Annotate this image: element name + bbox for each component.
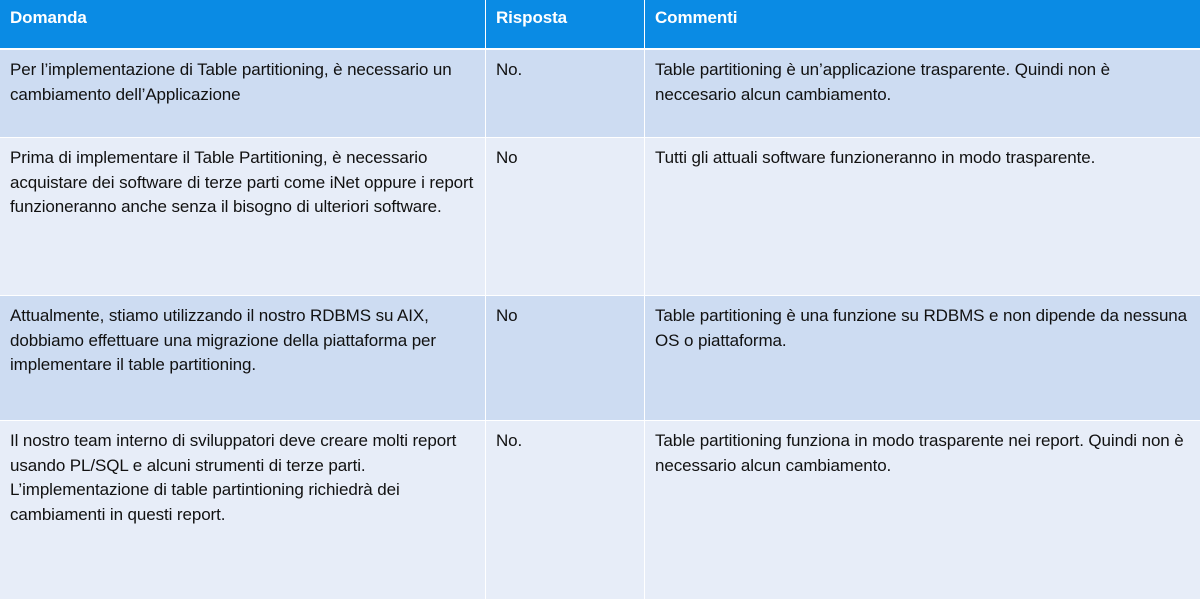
- row-2-question: Prima di implementare il Table Partitioning, è necessario acquistare dei software di terze parti come iNet oppure i report funzioneranno anche senza il bisogno di ulteriori software.: [0, 138, 486, 296]
- row-3-answer: No: [486, 296, 645, 421]
- row-2-answer: No: [486, 138, 645, 296]
- row-2-comment: Tutti gli attuali software funzioneranno in modo trasparente.: [645, 138, 1200, 296]
- row-1-comment: Table partitioning è un’applicazione trasparente. Quindi non è neccesario alcun cambiamento.: [645, 50, 1200, 138]
- row-4-question: Il nostro team interno di sviluppatori deve creare molti report usando PL/SQL e alcuni strumenti di terze parti. L’implementazione di table partintioning richiedrà dei cambiamenti in questi report.: [0, 421, 486, 600]
- header-comment: Commenti: [645, 0, 1200, 50]
- row-3-question: Attualmente, stiamo utilizzando il nostro RDBMS su AIX, dobbiamo effettuare una migrazione della piattaforma per implementare il table partitioning.: [0, 296, 486, 421]
- row-4-answer: No.: [486, 421, 645, 600]
- row-3-comment: Table partitioning è una funzione su RDBMS e non dipende da nessuna OS o piattaforma.: [645, 296, 1200, 421]
- header-question: Domanda: [0, 0, 486, 50]
- row-1-answer: No.: [486, 50, 645, 138]
- row-4-comment: Table partitioning funziona in modo trasparente nei report. Quindi non è necessario alcun cambiamento.: [645, 421, 1200, 600]
- row-1-question: Per l’implementazione di Table partitioning, è necessario un cambiamento dell’Applicazione: [0, 50, 486, 138]
- header-answer: Risposta: [486, 0, 645, 50]
